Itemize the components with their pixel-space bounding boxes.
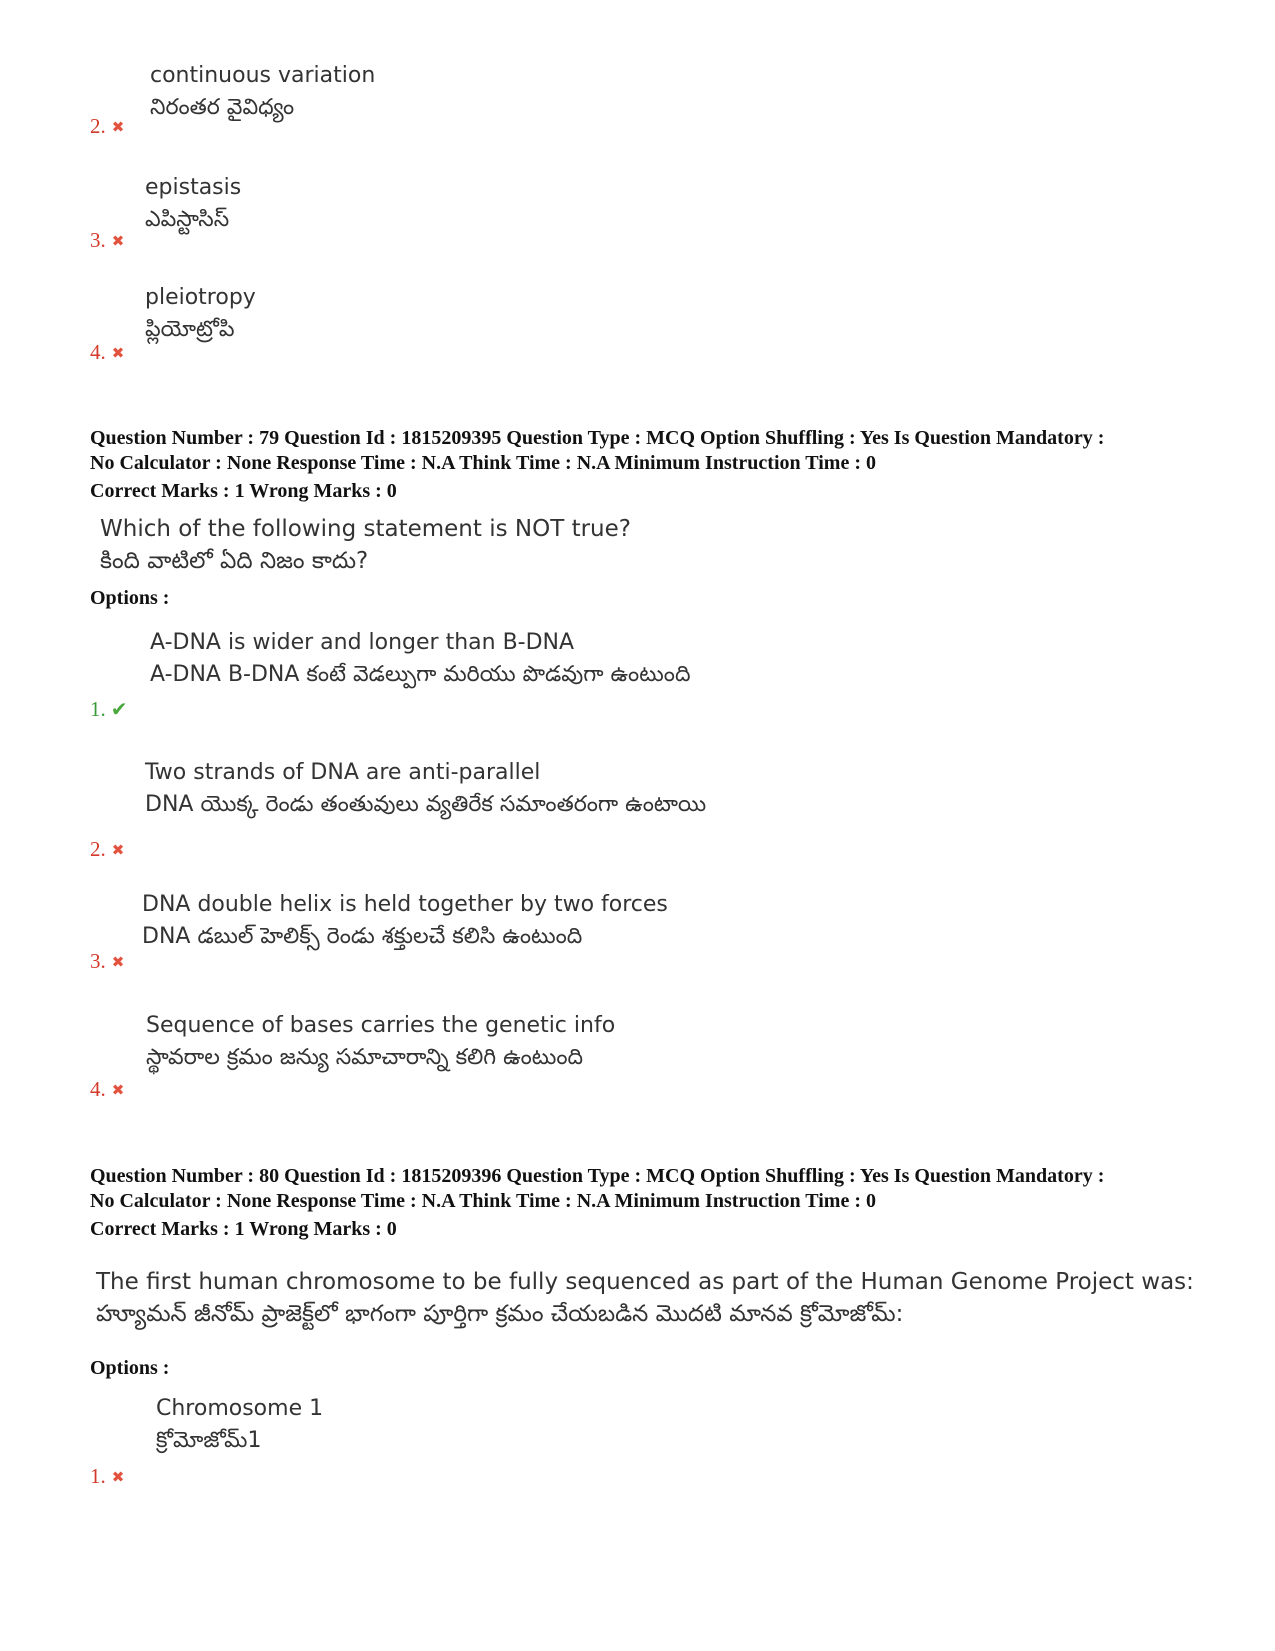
option-english: Two strands of DNA are anti-parallel — [145, 760, 541, 785]
option-telugu: నిరంతర వైవిధ్యం — [150, 95, 295, 120]
option-telugu: క్రోమోజోమ్1 — [156, 1428, 262, 1453]
question-meta: Question Number : 79 Question Id : 1815209395 Question Type : MCQ Option Shuffling : Yes Is Question Mandatory : No Calculator : None Response Time : N.A Think Time : N.A Minimum Instruction Time : 0 Correct Marks : 1 Wrong Marks : 0 — [90, 427, 1105, 502]
option-english: Sequence of bases carries the genetic info — [146, 1013, 616, 1038]
option-number: 3. ✖ — [90, 949, 125, 973]
option-telugu: ఎపిస్టాసిస్ — [145, 207, 230, 232]
question-marks: Correct Marks : 1 Wrong Marks : 0 — [90, 480, 397, 502]
options-label: Options : — [90, 1357, 170, 1379]
option-number: 3. ✖ — [90, 228, 125, 252]
question-telugu: కింది వాటిలో ఏది నిజం కాదు? — [100, 548, 369, 574]
option-telugu: DNA డబుల్ హెలిక్స్ రెండు శక్తులచే కలిసి ఉంటుంది — [142, 924, 583, 949]
question-text — [96, 1266, 1194, 1330]
cross-mark-icon: ✖ — [111, 1468, 125, 1486]
cross-mark-icon: ✖ — [111, 118, 125, 136]
question-marks: Correct Marks : 1 Wrong Marks : 0 — [90, 1218, 397, 1240]
option-block — [156, 1393, 323, 1457]
cross-mark-icon: ✖ — [111, 344, 125, 362]
question-english: Which of the following statement is NOT true? — [100, 516, 631, 542]
option-english: A-DNA is wider and longer than B-DNA — [150, 630, 575, 655]
option-telugu: ప్లియోట్రోపి — [145, 317, 235, 342]
option-english: Chromosome 1 — [156, 1396, 324, 1421]
cross-mark-icon: ✖ — [111, 841, 125, 859]
cross-mark-icon: ✖ — [111, 232, 125, 250]
option-number: 4. ✖ — [90, 1077, 125, 1101]
option-english: pleiotropy — [145, 285, 256, 310]
option-telugu: A-DNA B-DNA కంటే వెడల్పుగా మరియు పొడవుగా ఉంటుంది — [150, 662, 691, 687]
option-english: epistasis — [145, 175, 242, 200]
option-number: 1. ✔ — [90, 697, 128, 721]
option-number: 4. ✖ — [90, 340, 125, 364]
question-telugu: హ్యూమన్ జీనోమ్ ప్రాజెక్ట్‌లో భాగంగా పూర్తిగా క్రమం చేయబడిన మొదటి మానవ క్రోమోజోమ్: — [96, 1301, 904, 1327]
option-block — [142, 889, 668, 953]
option-block — [150, 60, 375, 124]
cross-mark-icon: ✖ — [111, 953, 125, 971]
option-block — [146, 1010, 615, 1074]
option-block — [145, 172, 241, 236]
check-mark-icon: ✔ — [110, 697, 128, 721]
question-text — [100, 513, 631, 577]
option-block — [145, 282, 256, 346]
option-number: 1. ✖ — [90, 1464, 125, 1488]
option-english: continuous variation — [150, 63, 376, 88]
option-number: 2. ✖ — [90, 837, 125, 861]
options-label: Options : — [90, 587, 170, 609]
cross-mark-icon: ✖ — [111, 1081, 125, 1099]
option-block — [145, 757, 706, 821]
option-block — [150, 627, 690, 691]
question-english: The first human chromosome to be fully sequenced as part of the Human Genome Project was: — [96, 1269, 1194, 1295]
option-telugu: స్థావరాల క్రమం జన్యు సమాచారాన్ని కలిగి ఉంటుంది — [146, 1045, 584, 1070]
option-number: 2. ✖ — [90, 114, 125, 138]
question-meta: Question Number : 80 Question Id : 1815209396 Question Type : MCQ Option Shuffling : Yes Is Question Mandatory : No Calculator : None Response Time : N.A Think Time : N.A Minimum Instruction Time : 0 Correct Marks : 1 Wrong Marks : 0 — [90, 1165, 1105, 1240]
option-telugu: DNA యొక్క రెండు తంతువులు వ్యతిరేక సమాంతరంగా ఉంటాయి — [145, 792, 707, 817]
option-english: DNA double helix is held together by two forces — [142, 892, 668, 917]
